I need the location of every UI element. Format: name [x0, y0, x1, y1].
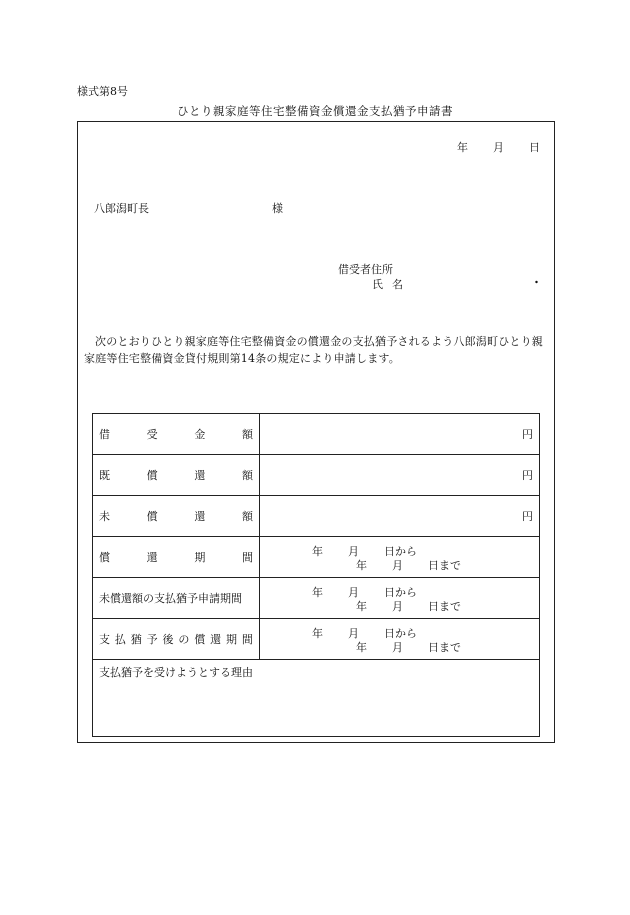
period-month: 月 [392, 641, 403, 654]
yen-unit: 円 [522, 469, 533, 482]
deferral-period-text: 未償還額の支払猶予申請期間 [99, 592, 242, 605]
date-year-label: 年 [457, 141, 468, 154]
repaid-amount-label [93, 455, 260, 496]
borrower-address-label: 借受者住所 [338, 263, 393, 276]
borrower-name-label: 氏名 [372, 278, 412, 291]
label-char: 還 [194, 510, 206, 523]
application-table [92, 413, 540, 737]
label-char: 還 [146, 551, 158, 564]
seal-mark: ・ [531, 276, 542, 289]
label-char: 受 [146, 428, 158, 441]
label-char: 額 [241, 428, 253, 441]
label-char: 借 [99, 428, 110, 441]
period-month: 月 [348, 627, 359, 640]
label-char: 既 [99, 469, 110, 482]
period-year: 年 [356, 600, 367, 613]
label-char: 間 [241, 633, 253, 646]
period-year: 年 [312, 545, 323, 558]
date-month-label: 月 [493, 141, 504, 154]
label-char: 予 [146, 633, 158, 646]
unpaid-amount-value[interactable] [260, 496, 540, 537]
post-deferral-period-value[interactable] [260, 619, 540, 660]
label-char: 償 [146, 510, 158, 523]
honorific: 様 [272, 202, 283, 215]
period-from: 日から [384, 627, 417, 640]
label-char: 還 [210, 633, 222, 646]
repayment-period-value[interactable] [260, 537, 540, 578]
loan-amount-label [93, 414, 260, 455]
loan-amount-value[interactable] [260, 414, 540, 455]
reason-field[interactable] [93, 660, 540, 737]
label-char: 払 [114, 633, 126, 646]
request-statement: 次のとおりひとり親家庭等住宅整備資金の償還金の支払猶予されるよう八郎潟町ひとり親家庭等住宅整備資金貸付規則第14条の規定により申請します。 [84, 335, 543, 365]
document-title: ひとり親家庭等住宅整備資金償還金支払猶予申請書 [177, 104, 453, 118]
period-until: 日まで [428, 641, 461, 654]
reason-label: 支払猶予を受けようとする理由 [99, 666, 253, 679]
period-until: 日まで [428, 600, 461, 613]
form-number: 様式第8号 [77, 85, 128, 98]
period-month: 月 [392, 559, 403, 572]
period-until: 日まで [428, 559, 461, 572]
period-year: 年 [312, 586, 323, 599]
period-year: 年 [356, 641, 367, 654]
unpaid-amount-label [93, 496, 260, 537]
period-year: 年 [356, 559, 367, 572]
label-char: 未 [99, 510, 110, 523]
label-char: 金 [194, 428, 206, 441]
date-day-label: 日 [529, 141, 540, 154]
repayment-period-label [93, 537, 260, 578]
label-char: 償 [194, 633, 206, 646]
period-month: 月 [392, 600, 403, 613]
repaid-amount-value[interactable] [260, 455, 540, 496]
label-char: の [178, 633, 190, 646]
yen-unit: 円 [522, 510, 533, 523]
label-char: 期 [194, 551, 206, 564]
period-year: 年 [312, 627, 323, 640]
table-row [93, 578, 540, 619]
table-row [93, 660, 540, 737]
label-char: 償 [99, 551, 110, 564]
label-char: 猶 [130, 633, 142, 646]
period-from: 日から [384, 545, 417, 558]
table-row [93, 414, 540, 455]
addressee: 八郎潟町長 [94, 202, 149, 215]
period-month: 月 [348, 586, 359, 599]
table-row [93, 496, 540, 537]
deferral-period-value[interactable] [260, 578, 540, 619]
yen-unit: 円 [522, 428, 533, 441]
label-char: 支 [99, 633, 110, 646]
table-row [93, 537, 540, 578]
deferral-period-label [93, 578, 260, 619]
label-char: 額 [241, 510, 253, 523]
label-char: 還 [194, 469, 206, 482]
period-from: 日から [384, 586, 417, 599]
label-char: 償 [146, 469, 158, 482]
post-deferral-period-label [93, 619, 260, 660]
table-row [93, 455, 540, 496]
label-char: 額 [241, 469, 253, 482]
period-month: 月 [348, 545, 359, 558]
label-char: 間 [241, 551, 253, 564]
table-row [93, 619, 540, 660]
label-char: 後 [162, 633, 174, 646]
label-char: 期 [226, 633, 237, 646]
